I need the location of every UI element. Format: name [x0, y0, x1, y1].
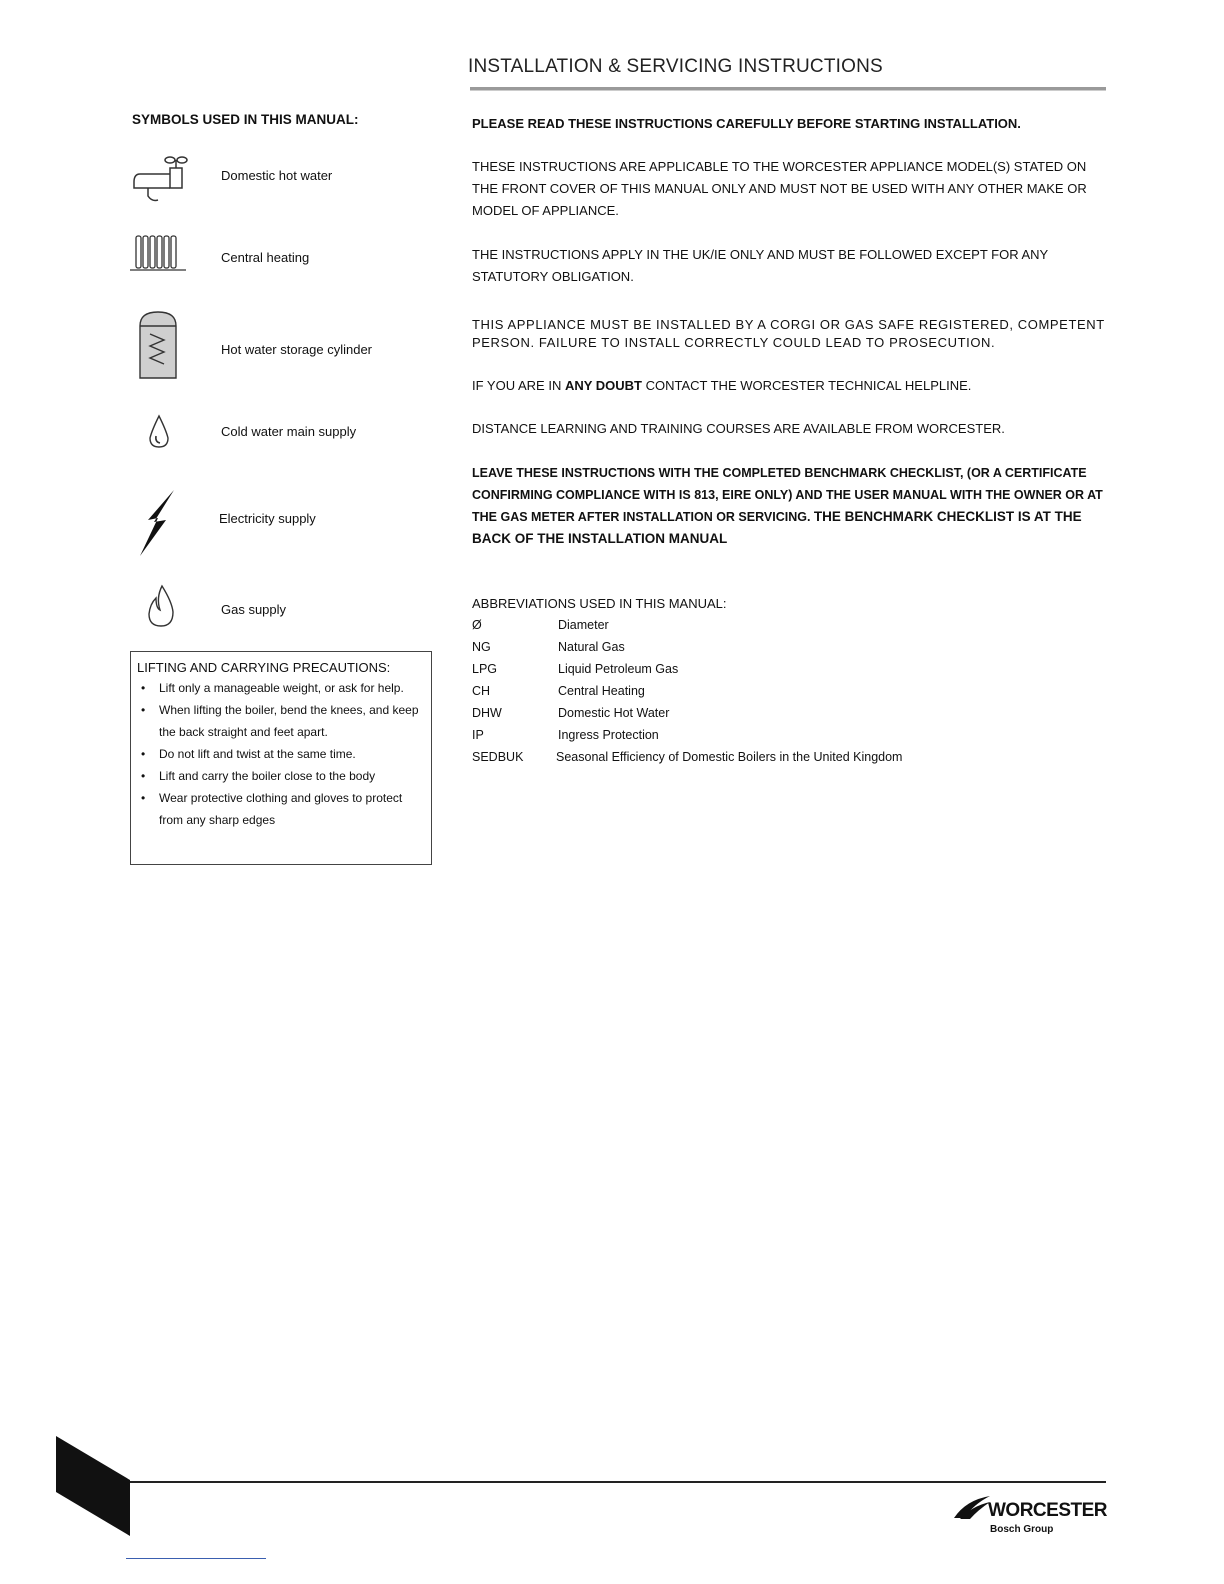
abbreviation-meaning: Diameter [558, 618, 609, 632]
abbreviation-meaning: Domestic Hot Water [558, 706, 670, 720]
abbreviation-row [472, 684, 645, 698]
abbreviation-row [472, 618, 609, 632]
page-corner-triangle [56, 1436, 132, 1538]
doubt-prefix: IF YOU ARE IN [472, 378, 565, 393]
doubt-suffix: CONTACT THE WORCESTER TECHNICAL HELPLINE. [642, 378, 972, 393]
abbreviation-key: IP [472, 728, 484, 742]
symbol-label-gas-supply: Gas supply [221, 602, 287, 617]
lifting-item: • Do not lift and twist at the same time. [137, 743, 425, 765]
abbreviations-title: ABBREVIATIONS USED IN THIS MANUAL: [472, 596, 727, 611]
worcester-swoosh-icon [952, 1492, 992, 1520]
page-header-title: INSTALLATION & SERVICING INSTRUCTIONS [468, 56, 883, 77]
symbol-label-central-heating: Central heating [221, 250, 310, 265]
symbols-title: SYMBOLS USED IN THIS MANUAL: [132, 112, 359, 127]
symbol-label-hot-water-cylinder: Hot water storage cylinder [221, 342, 373, 357]
benchmark-text: THE BENCHMARK CHECKLIST IS AT THE BACK OF THE INSTALLATION MANUAL [472, 509, 1082, 546]
lifting-item: • Lift and carry the boiler close to the body [137, 765, 425, 787]
abbreviation-meaning: Central Heating [558, 684, 645, 698]
lifting-item: • Lift only a manageable weight, or ask for help. [137, 677, 425, 699]
symbol-label-electricity-supply: Electricity supply [219, 511, 316, 526]
water-drop-icon [146, 414, 172, 450]
lifting-item: • Wear protective clothing and gloves to protect from any sharp edges [137, 787, 425, 831]
abbreviation-row [472, 662, 678, 676]
doubt-bold: ANY DOUBT [564, 378, 642, 393]
abbreviation-row [472, 640, 625, 654]
abbreviation-meaning: Natural Gas [558, 640, 625, 654]
applicable-notice: THESE INSTRUCTIONS ARE APPLICABLE TO THE WORCESTER APPLIANCE MODEL(S) STATED ON THE FRONT COVER OF THIS MANUAL ONLY AND MUST NOT BE USED WITH ANY OTHER MAKE OR MODEL OF APPLIANCE. [472, 159, 1087, 218]
abbreviation-key: SEDBUK [472, 750, 524, 764]
abbreviation-row [472, 750, 902, 764]
flame-icon [146, 584, 176, 628]
brand-logo-text: WORCESTER [988, 1500, 1107, 1521]
lifting-title: LIFTING AND CARRYING PRECAUTIONS: [137, 660, 391, 675]
abbreviation-row [472, 728, 659, 742]
symbol-label-cold-water-supply: Cold water main supply [221, 424, 357, 439]
distance-learning-notice: DISTANCE LEARNING AND TRAINING COURSES ARE AVAILABLE FROM WORCESTER. [472, 421, 1005, 436]
leave-instructions-notice [472, 462, 1108, 550]
symbol-label-domestic-hot-water: Domestic hot water [221, 168, 333, 183]
abbreviation-meaning: Liquid Petroleum Gas [558, 662, 679, 676]
footer-link-underline [126, 1558, 266, 1559]
lifting-item: • When lifting the boiler, bend the knees, and keep the back straight and feet apart. [137, 699, 425, 743]
abbreviation-meaning: Ingress Protection [558, 728, 659, 742]
cylinder-icon [136, 310, 184, 382]
doubt-notice [472, 375, 1112, 397]
lifting-list [137, 677, 425, 831]
abbreviation-meaning: Seasonal Efficiency of Domestic Boilers in the United Kingdom [556, 750, 903, 764]
abbreviation-key: Ø [472, 618, 482, 632]
header-divider [470, 87, 1106, 91]
abbreviation-row [472, 706, 669, 720]
lightning-icon [136, 488, 186, 558]
brand-subtext: Bosch Group [990, 1524, 1054, 1535]
abbreviation-key: DHW [472, 706, 502, 720]
leave-text: LEAVE THESE INSTRUCTIONS WITH THE COMPLETED BENCHMARK CHECKLIST, (OR A CERTIFICATE CONFIRMING COMPLIANCE WITH IS 813, EIRE ONLY) AND THE USER MANUAL WITH THE OWNER OR AT THE GAS METER AFTER INSTALLATION OR SERVICING. [472, 466, 1103, 524]
lifting-precautions-box [130, 651, 432, 865]
tap-icon [130, 152, 190, 206]
read-carefully-notice: PLEASE READ THESE INSTRUCTIONS CAREFULLY BEFORE STARTING INSTALLATION. [472, 116, 1021, 131]
footer-divider [130, 1481, 1106, 1483]
installer-notice: THIS APPLIANCE MUST BE INSTALLED BY A CORGI OR GAS SAFE REGISTERED, COMPETENT PERSON. FAILURE TO INSTALL CORRECTLY COULD LEAD TO PROSECUTION. [472, 317, 1105, 350]
abbreviation-key: CH [472, 684, 491, 698]
abbreviation-key: LPG [472, 662, 498, 676]
abbreviation-key: NG [472, 640, 491, 654]
radiator-icon [130, 234, 190, 274]
uk-ie-notice: THE INSTRUCTIONS APPLY IN THE UK/IE ONLY AND MUST BE FOLLOWED EXCEPT FOR ANY STATUTORY OBLIGATION. [472, 247, 1048, 284]
